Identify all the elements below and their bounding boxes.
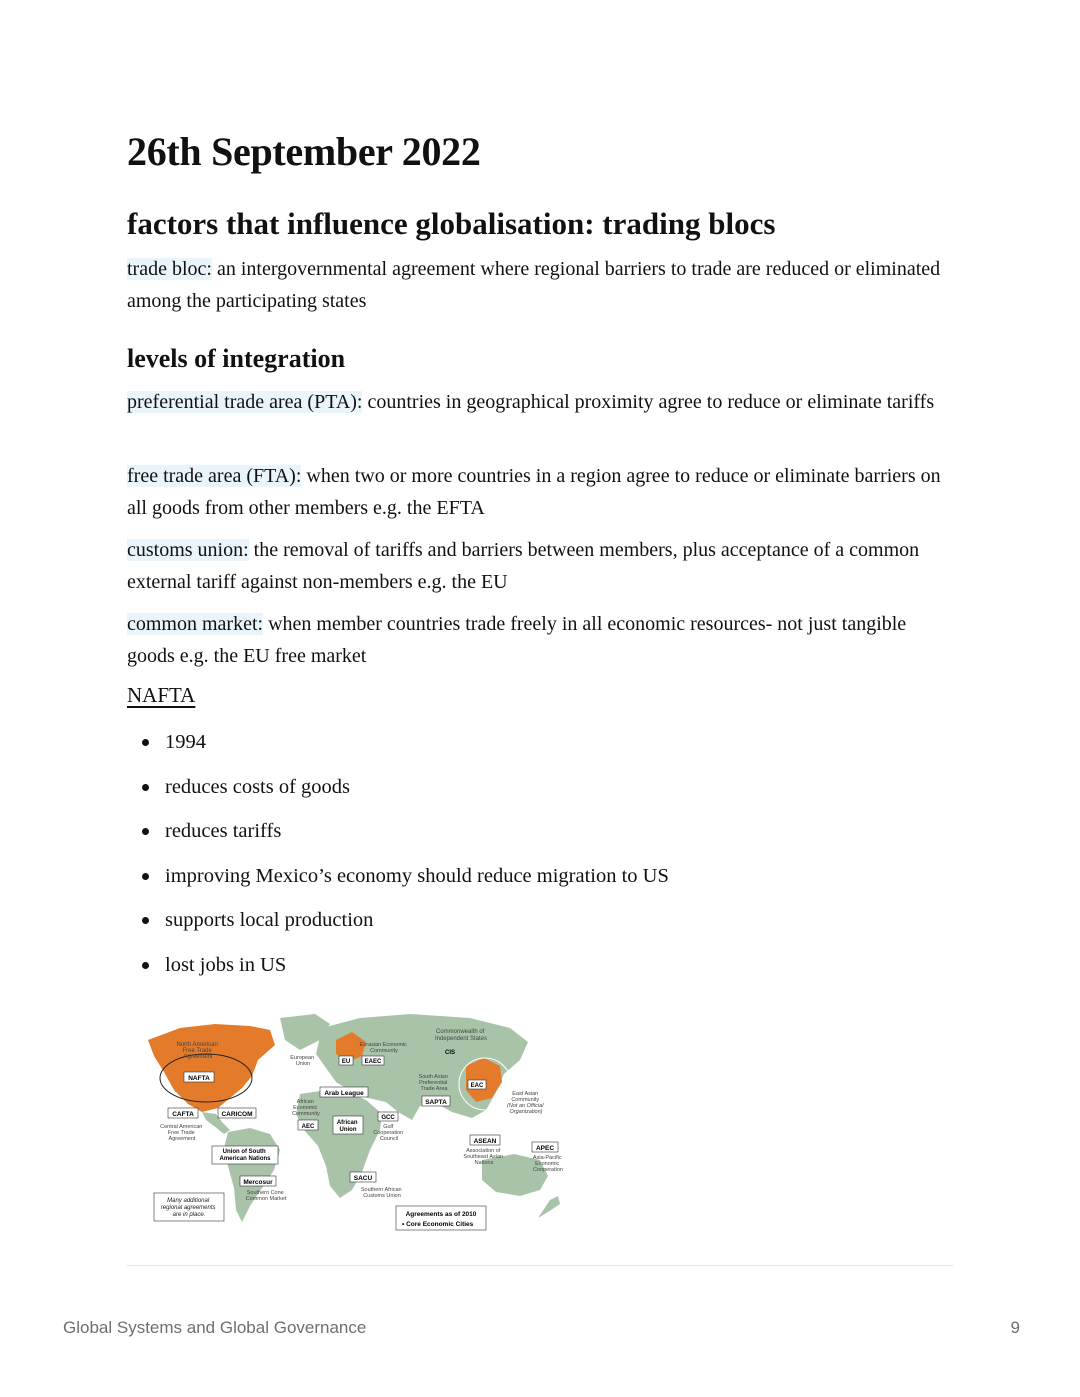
list-item: improving Mexico’s economy should reduce migration to US: [127, 858, 953, 903]
map-label: EU: [341, 1059, 351, 1065]
definition-term: preferential trade area (PTA):: [127, 391, 363, 413]
map-label: African: [336, 1120, 358, 1126]
map-label: Community: [370, 1048, 398, 1054]
map-label: Customs Union: [363, 1193, 401, 1199]
trade-bloc-definition: [127, 253, 953, 317]
svg-text:Southern Cone Common Mar: [246, 1190, 287, 1202]
map-label: North American: [176, 1042, 218, 1048]
svg-text:Central American Free Tr: [160, 1124, 204, 1142]
map-label: Free Trade: [167, 1130, 195, 1136]
north-america-shape: [148, 1024, 275, 1112]
map-label: are in place.: [172, 1212, 206, 1218]
map-label: European: [290, 1055, 315, 1061]
list-item: supports local production: [127, 902, 953, 947]
map-label: Association of: [466, 1148, 501, 1154]
svg-text:African Union: [337, 1120, 359, 1133]
map-label: South Asian: [418, 1074, 448, 1080]
map-label: Central American: [160, 1124, 203, 1130]
map-label: CIS: [444, 1050, 456, 1056]
definition-text: the removal of tariffs and barriers between members, plus acceptance of a common external tariff against non-members e.g. the EU: [127, 539, 920, 593]
map-label: Organization): [509, 1109, 543, 1115]
svg-text:Southern African Customs: [361, 1187, 403, 1199]
map-label: SACU: [353, 1175, 373, 1182]
map-label: Nations: [474, 1160, 494, 1166]
definition-text: when member countries trade freely in all economic resources- not just tangible goods e.g. the EU free market: [127, 613, 907, 667]
map-label: ASEAN: [473, 1138, 497, 1145]
levels-subheading: levels of integration: [127, 344, 346, 373]
date-heading: 26th September 2022: [127, 129, 481, 174]
svg-text:Union of South American: [219, 1149, 271, 1162]
level-customs-union: [127, 534, 953, 598]
list-item: lost jobs in US: [127, 947, 953, 992]
map-label: Agreement: [168, 1136, 196, 1142]
svg-text:European Union: [290, 1055, 315, 1067]
footer-divider: [127, 1265, 953, 1266]
nafta-points: [127, 724, 953, 992]
map-label: Economic: [293, 1105, 318, 1111]
map-label: Council: [379, 1136, 399, 1142]
definition-term: common market:: [127, 613, 264, 635]
map-legend-title: Agreements as of 2010: [405, 1211, 477, 1218]
trading-blocs-map: [130, 1010, 580, 1232]
svg-text:Commonwealth of Independ: [435, 1029, 487, 1042]
map-label: Trade Area: [420, 1086, 448, 1092]
new-zealand-shape: [538, 1196, 560, 1218]
definition-text: countries in geographical proximity agree to reduce or eliminate tariffs: [362, 391, 935, 413]
footer-title: Global Systems and Global Governance: [63, 1318, 367, 1337]
map-label: (Not an Official: [507, 1103, 544, 1109]
map-label: Mercosur: [243, 1179, 273, 1186]
map-label: Union of South: [222, 1149, 266, 1155]
map-label: NAFTA: [188, 1075, 210, 1082]
page-number: 9: [1010, 1318, 1020, 1337]
definition-term: customs union:: [127, 539, 249, 561]
definition-term: trade bloc:: [127, 258, 212, 280]
list-item: reduces costs of goods: [127, 769, 953, 814]
section-heading: factors that influence globalisation: trading blocs: [127, 206, 776, 241]
map-legend-item: • Core Economic Cities: [402, 1221, 474, 1228]
definition-text: an intergovernmental agreement where regional barriers to trade are reduced or eliminated among the participating states: [127, 258, 941, 312]
map-label: Gulf: [383, 1124, 394, 1130]
map-label: Union: [295, 1061, 311, 1067]
map-label: SAPTA: [425, 1099, 447, 1106]
map-label: CAFTA: [172, 1111, 194, 1118]
map-label: East Asian: [512, 1091, 539, 1097]
map-label: Community: [511, 1097, 540, 1103]
map-label: Agreement: [183, 1054, 213, 1060]
map-label: Southeast Asian: [463, 1154, 504, 1160]
map-label: Union: [339, 1127, 357, 1133]
definition-term: free trade area (FTA):: [127, 465, 302, 487]
nafta-heading: NAFTA: [127, 683, 196, 707]
map-label: Eurasian Economic: [359, 1042, 407, 1048]
map-label: Free Trade: [182, 1048, 212, 1054]
map-label: Preferential: [419, 1080, 448, 1086]
list-item: 1994: [127, 724, 953, 769]
map-label: Independent States: [434, 1036, 488, 1042]
south-america-shape: [224, 1128, 280, 1222]
map-label: Arab League: [324, 1090, 364, 1097]
map-label: Southern Cone: [246, 1190, 284, 1196]
map-label: Commonwealth of: [435, 1029, 485, 1035]
map-label: Many additional: [167, 1198, 210, 1204]
svg-text:South Asian Preferential: [419, 1074, 450, 1092]
map-label: Cooperation: [533, 1167, 563, 1173]
map-label: CARICOM: [221, 1111, 253, 1118]
map-label: Asia-Pacific: [532, 1155, 562, 1161]
map-label: regional agreements: [160, 1205, 216, 1211]
svg-text:Asia-Pacific Economic: [533, 1155, 563, 1173]
map-label: Southern African: [360, 1187, 402, 1193]
map-label: Community: [292, 1111, 320, 1117]
map-label: GCC: [381, 1115, 395, 1121]
svg-text:East Asian Community: [507, 1091, 545, 1115]
level-common-market: [127, 608, 953, 672]
map-label: American Nations: [219, 1156, 271, 1162]
level-fta: [127, 460, 953, 524]
map-label: EAEC: [364, 1059, 382, 1065]
map-label: APEC: [535, 1145, 555, 1152]
definition-text: when two or more countries in a region agree to reduce or eliminate barriers on all goods from other members e.g. the EFTA: [127, 465, 941, 519]
list-item: reduces tariffs: [127, 813, 953, 858]
map-label: EAC: [470, 1083, 484, 1089]
level-pta: [127, 386, 953, 418]
map-label: African: [296, 1099, 314, 1105]
map-label: Economic: [535, 1161, 560, 1167]
map-label: Cooperation: [373, 1130, 404, 1136]
map-label: AEC: [301, 1124, 315, 1130]
map-label: Common Market: [245, 1196, 287, 1202]
